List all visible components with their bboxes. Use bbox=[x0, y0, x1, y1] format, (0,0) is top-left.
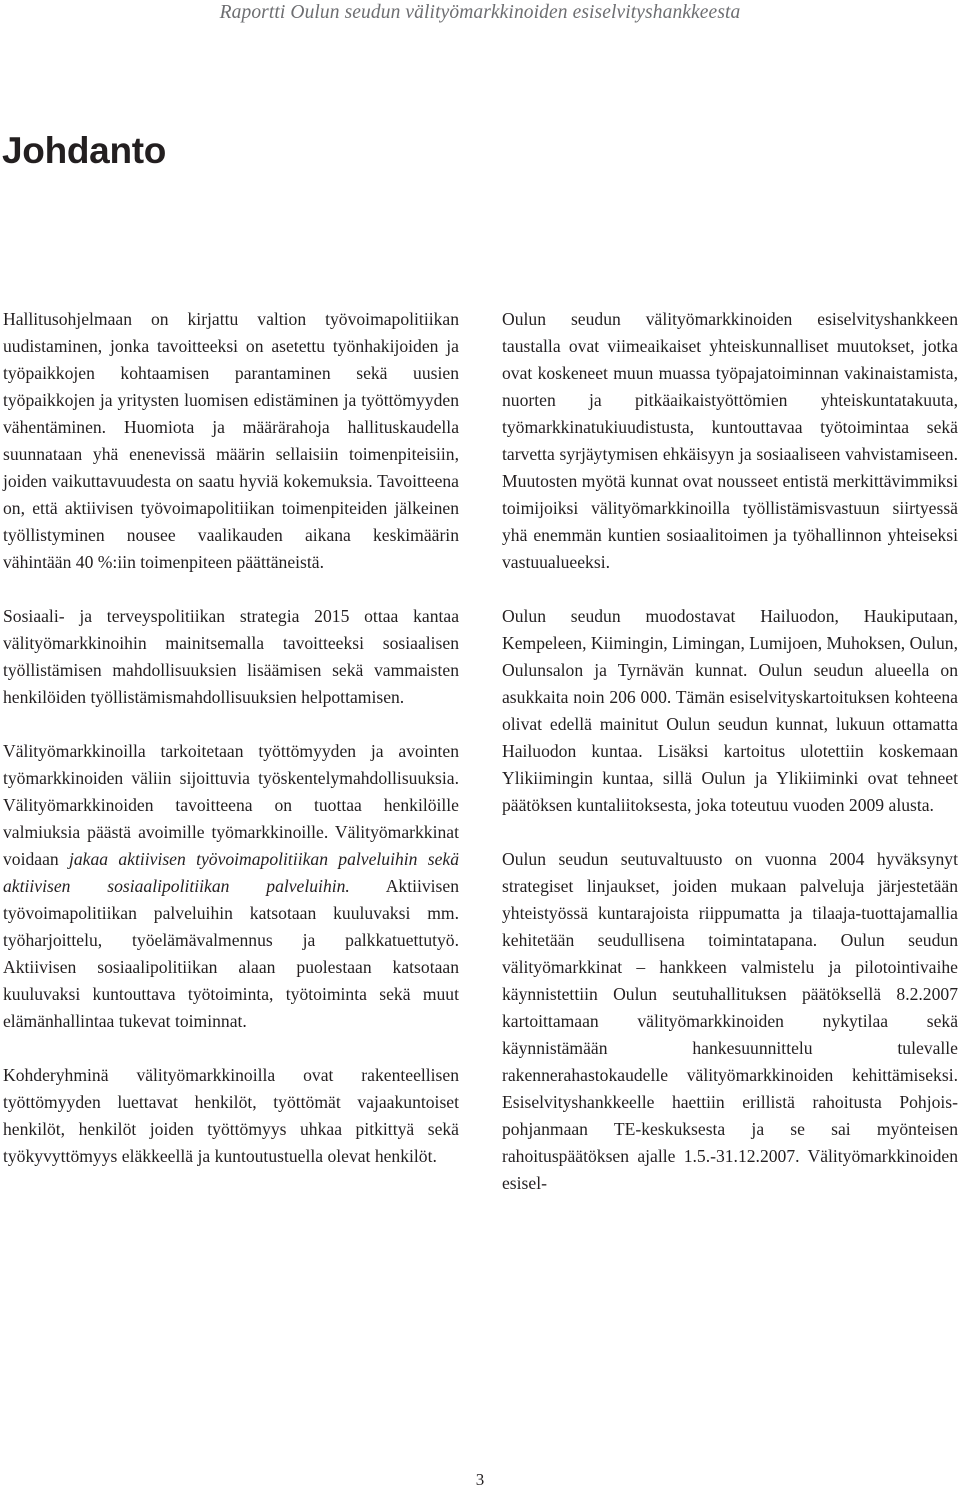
paragraph: Sosiaali- ja terveyspolitiikan strategia 2015 ottaa kantaa välityömarkkinoihin mainitsemalla tavoitteeksi sosiaalisen työllistämisen mahdollisuuksien lisäämisen sekä vammaisten henkilöiden työllistämismahdollisuuksien helpottamisen. bbox=[3, 606, 459, 707]
paragraph: Oulun seudun välityömarkkinoiden esiselvityshankkeen taustalla ovat viimeaikaiset yhteiskunnalliset muutokset, jotka ovat koskeneet muun muassa työpajatoiminnan vakinaistamista, nuorten ja pitkäaikaistyöttömien yhteiskuntatakuuta, työmarkkinatukiuudistusta, kuntouttavaa työtoimintaa sekä tarvetta syrjäytymisen ehkäisyyn ja sosiaaliseen vahvistamiseen. Muutosten myötä kunnat ovat nousseet entistä merkittävimmiksi toimijoiksi välityömarkkinoilla työllistämisvastuun siirtyessä yhä enemmän kuntien sosiaalitoimen ja työhallinnon yhteiseksi vastuualueeksi. bbox=[502, 309, 958, 572]
paragraph: Hallitusohjelmaan on kirjattu valtion työvoimapolitiikan uudistaminen, jonka tavoitteeksi on asetettu työnhakijoiden ja työpaikkojen kohtaamisen parantaminen sekä uusien työpaikkojen ja yritysten luomisen edistäminen ja työttömyyden vähentäminen. Huomiota ja määrärahoja hallituskaudella suunnataan yhä enenevissä määrin sellaisiin toimenpiteisiin, joiden vaikuttavuudesta on saatu hyviä kokemuksia. Tavoitteena on, että aktiivisen työvoimapolitiikan toimenpiteiden jälkeinen työllistyminen nousee vaalikauden aikana keskimäärin vähintään 40 %:iin toimenpiteen päättäneistä. bbox=[3, 309, 459, 572]
paragraph: Oulun seudun seutuvaltuusto on vuonna 2004 hyväksynyt strategiset linjaukset, joiden mukaan palveluja järjestetään yhteistyössä kuntarajoista riippumatta ja tilaaja-tuottajamallia kehitetään seudullisena toimintatapana. Oulun seudun välityömarkkinat – hankkeen valmistelu ja pilotointivaihe käynnistettiin Oulun seutuhallituksen päätöksellä 8.2.2007 kartoittamaan välityömarkkinoiden nykytilaa sekä käynnistämään hankesuunnittelu tulevalle rakennerahastokaudelle välityömarkkinoiden kehittämiseksi. Esiselvityshankkeelle haettiin erillistä rahoitusta Pohjois-pohjanmaan TE-keskuksesta ja se sai myönteisen rahoituspäätöksen ajalle 1.5.-31.12.2007. Välityömarkkinoiden esisel- bbox=[502, 849, 958, 1193]
paragraph: Kohderyhminä välityömarkkinoilla ovat rakenteellisen työttömyyden luettavat henkilöt, työttömät vajaakuntoiset henkilöt, henkilöt joiden työttömyys uhkaa pitkittyä sekä työkyvyttömyys eläkkeellä ja kuntoutustuella olevat henkilöt. bbox=[3, 1065, 459, 1166]
page-title: Johdanto bbox=[2, 130, 167, 171]
right-column bbox=[502, 306, 958, 1197]
paragraph-text: Välityömarkkinoilla tarkoitetaan työttömyyden ja avointen työmarkkinoiden väliin sijoittuvia työskentelymahdollisuuksia. Välityömarkkinoiden tavoitteena on tuottaa henkilöille valmiuksia päästä avoimille työmarkkinoille. Välityömarkkinat voidaan bbox=[3, 741, 459, 869]
italic-text: jakaa aktiivisen työvoimapolitiikan palveluihin sekä aktiivisen sosiaalipolitiikan palveluihin. bbox=[3, 849, 459, 896]
running-header: Raportti Oulun seudun välityömarkkinoiden esiselvityshankkeesta bbox=[219, 2, 741, 23]
paragraph bbox=[3, 738, 459, 1035]
left-column bbox=[3, 306, 459, 1170]
paragraph: Oulun seudun muodostavat Hailuodon, Haukiputaan, Kempeleen, Kiimingin, Limingan, Lumijoen, Muhoksen, Oulun, Oulunsalon ja Tyrnävän kunnat. Oulun seudun alueella on asukkaita noin 206 000. Tämän esiselvityskartoituksen kohteena olivat edellä mainitut Oulun seudun kunnat, lukuun ottamatta Hailuodon kuntaa. Lisäksi kartoitus ulotettiin koskemaan Ylikiimingin kuntaa, sillä Oulun ja Ylikiiminki ovat tehneet päätöksen kuntaliitoksesta, joka toteutuu vuoden 2009 alusta. bbox=[502, 606, 958, 815]
page-number: 3 bbox=[475, 1470, 485, 1489]
paragraph-text: Aktiivisen työvoimapolitiikan palveluihin katsotaan kuuluvaksi mm. työharjoittelu, työelämävalmennus ja palkkatuettutyö. Aktiivisen sosiaalipolitiikan alaan puolestaan katsotaan kuuluvaksi kuntouttava työtoiminta, työtoiminta sekä muut elämänhallintaa tukevat toiminnat. bbox=[3, 876, 459, 1031]
